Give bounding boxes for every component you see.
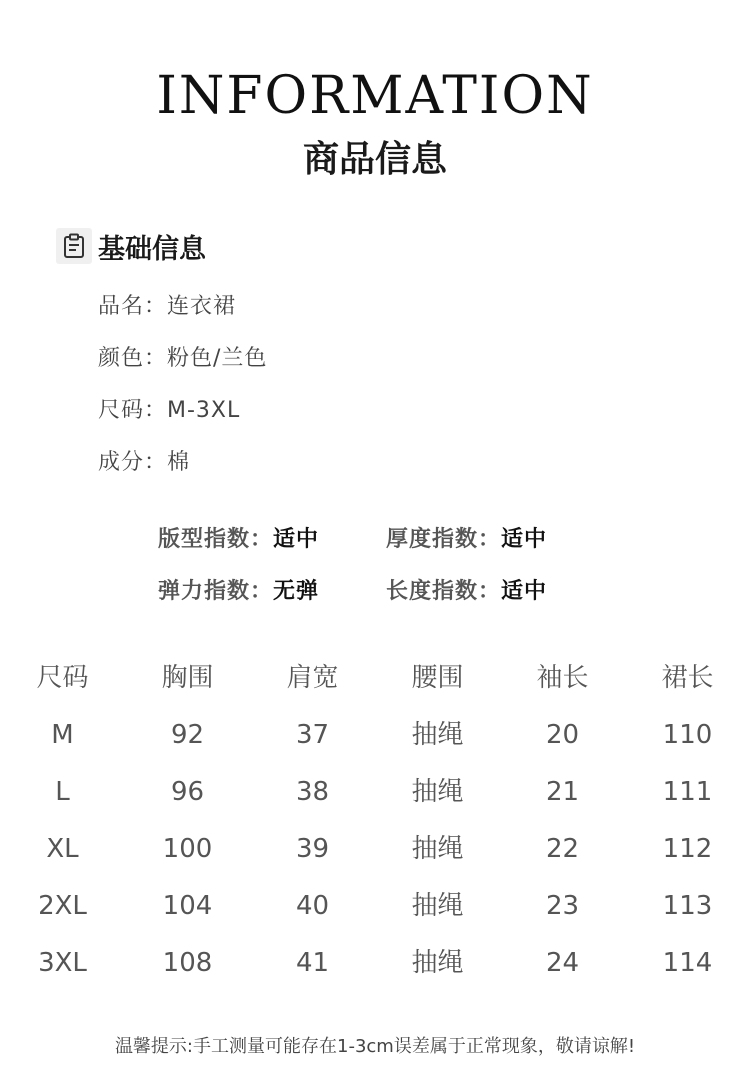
table-cell: 40 [295,891,330,921]
table-cell: 20 [545,720,580,750]
clipboard-icon [56,228,92,264]
fit-index [158,522,386,558]
fit-index-value: 适中 [273,527,320,552]
table-cell: 抽绳 [411,891,464,921]
table-cell: 3XL [38,948,87,978]
table-row [0,707,750,764]
table-cell: 38 [295,777,330,807]
elasticity-index [158,574,386,610]
measurement-disclaimer: 温馨提示:手工测量可能存在1-3cm误差属于正常现象，敬请谅解! [114,1036,636,1057]
length-index [386,574,586,610]
material-row: 成分：棉 [98,450,191,475]
table-cell: 110 [662,720,713,750]
elasticity-index-value: 无弹 [273,579,320,604]
table-cell: 抽绳 [411,777,464,807]
product-name-row: 品名：连衣裙 [98,294,237,319]
table-cell: XL [46,834,79,864]
table-cell: M [51,720,74,750]
table-cell: 111 [662,777,713,807]
table-row [0,935,750,992]
column-header: 尺码 [36,663,89,693]
length-index-value: 适中 [501,579,548,604]
table-cell: 21 [545,777,580,807]
thickness-index [386,522,586,558]
table-cell: 104 [162,891,213,921]
page-title-en: INFORMATION [156,66,594,126]
column-header: 袖长 [536,663,589,693]
thickness-index-label: 厚度指数： [386,527,502,552]
basic-info-title: 基础信息 [98,233,206,265]
column-header: 裙长 [661,663,714,693]
table-cell: 113 [662,891,713,921]
thickness-index-value: 适中 [501,527,548,552]
table-row [0,821,750,878]
column-header: 胸围 [161,663,214,693]
table-cell: 112 [662,834,713,864]
table-cell: 37 [295,720,330,750]
table-cell: 96 [170,777,205,807]
table-cell: 23 [545,891,580,921]
basic-info-header [56,226,206,266]
table-cell: 抽绳 [411,834,464,864]
table-cell: 41 [295,948,330,978]
size-range-row: 尺码：M-3XL [98,398,241,423]
table-cell: 2XL [38,891,87,921]
table-cell: 100 [162,834,213,864]
column-header: 腰围 [411,663,464,693]
basic-info-list [98,290,267,498]
elasticity-index-label: 弹力指数： [158,579,274,604]
size-chart-table [0,650,750,992]
color-row: 颜色：粉色/兰色 [98,346,268,371]
table-cell: 24 [545,948,580,978]
table-cell: 22 [545,834,580,864]
length-index-label: 长度指数： [386,579,502,604]
table-cell: 抽绳 [411,948,464,978]
table-cell: L [55,777,70,807]
table-row [0,878,750,935]
table-cell: 92 [170,720,205,750]
table-header-row [0,650,750,707]
table-cell: 114 [662,948,713,978]
table-cell: 39 [295,834,330,864]
fit-indices [158,522,586,610]
column-header: 肩宽 [286,663,339,693]
page-title-zh: 商品信息 [302,139,447,180]
fit-index-label: 版型指数： [158,527,274,552]
table-row [0,764,750,821]
table-cell: 抽绳 [411,720,464,750]
table-cell: 108 [162,948,213,978]
